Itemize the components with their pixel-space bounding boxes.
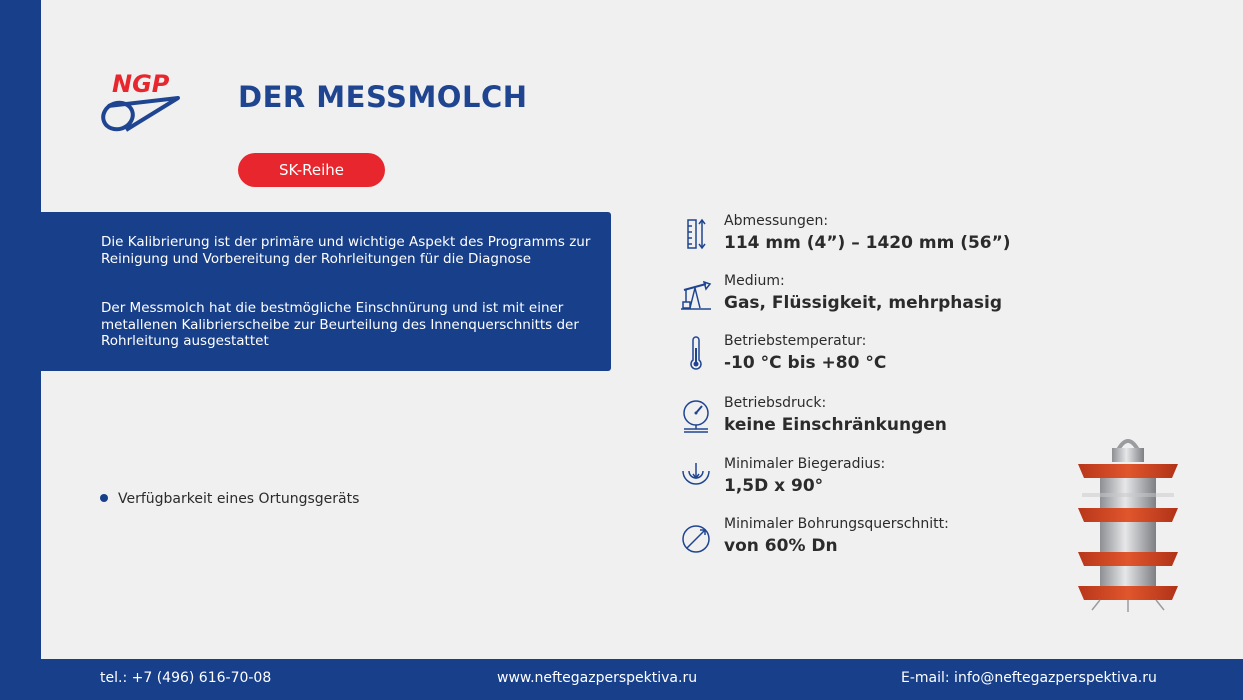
footer-email-link[interactable]: E-mail: info@neftegazperspektiva.ru [901, 670, 1157, 686]
feature-list-item [100, 491, 359, 507]
gauging-pig-illustration [1070, 432, 1186, 618]
pressure-gauge-icon [680, 398, 712, 434]
spec-value: 1,5D x 90° [724, 476, 824, 496]
bore-diameter-icon [680, 519, 712, 555]
spec-value: Gas, Flüssigkeit, mehrphasig [724, 293, 1002, 313]
spec-value: -10 °C bis +80 °C [724, 353, 887, 373]
spec-label: Medium: [724, 273, 785, 289]
footer-phone: tel.: +7 (496) 616-70-08 [100, 670, 272, 686]
spec-medium [680, 273, 1100, 321]
description-panel [41, 212, 611, 371]
oil-pump-icon [680, 276, 712, 312]
spec-temperature [680, 333, 1100, 381]
left-accent-bar [0, 0, 41, 700]
thermometer-icon [680, 336, 712, 372]
spec-bend-radius [680, 456, 1100, 504]
bullet-icon [100, 494, 108, 502]
spec-value: keine Einschränkungen [724, 415, 947, 435]
svg-text:NGP: NGP [112, 70, 170, 98]
spec-label: Betriebstemperatur: [724, 333, 867, 349]
footer-website-link[interactable]: www.neftegazperspektiva.ru [497, 670, 698, 686]
spec-dimensions [680, 213, 1100, 261]
feature-text: Verfügbarkeit eines Ortungsgeräts [118, 491, 360, 507]
page-title: DER MESSMOLCH [238, 80, 528, 114]
series-badge: SK-Reihe [238, 153, 385, 187]
spec-label: Abmessungen: [724, 213, 829, 229]
description-paragraph-1: Die Kalibrierung ist der primäre und wichtige Aspekt des Programms zur Reinigung und Vorbereitung der Rohrleitungen für die Diagnose [101, 234, 591, 267]
spec-value: 114 mm (4”) – 1420 mm (56”) [724, 233, 1011, 253]
spec-label: Minimaler Biegeradius: [724, 456, 886, 472]
spec-value: von 60% Dn [724, 536, 838, 556]
spec-pressure [680, 395, 1100, 443]
bend-radius-icon [680, 459, 712, 495]
spec-bore-diameter [680, 516, 1100, 564]
dimensions-icon [680, 216, 712, 252]
footer-bar [0, 659, 1243, 700]
description-paragraph-2: Der Messmolch hat die bestmögliche Einschnürung und ist mit einer metallenen Kalibrierscheibe zur Beurteilung des Innenquerschnitts der Rohrleitung ausgestattet [101, 300, 579, 349]
spec-label: Betriebsdruck: [724, 395, 827, 411]
spec-label: Minimaler Bohrungsquerschnitt: [724, 516, 949, 532]
ngp-logo [100, 68, 182, 134]
